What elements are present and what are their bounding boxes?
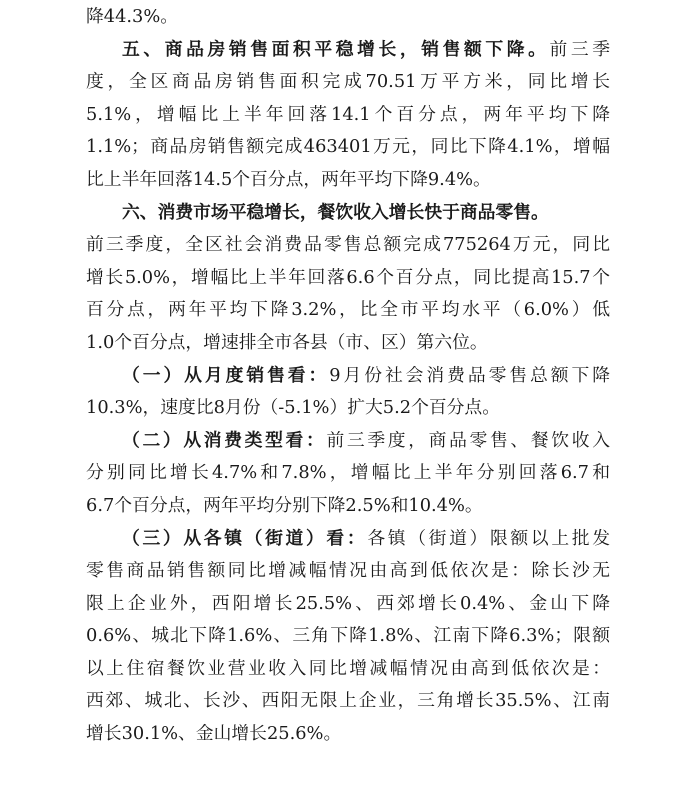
text-line	[86, 360, 610, 393]
subsection-heading-2: （二）从消费类型看：	[122, 429, 327, 451]
text-line	[86, 197, 610, 230]
text-run: 前三季	[549, 38, 610, 60]
subsection-heading-3: （三）从各镇（街道）看：	[122, 527, 368, 549]
text-line: 度，全区商品房销售面积完成70.51万平方米，同比增长	[86, 71, 610, 93]
text-line: 0.6%、城北下降1.6%、三角下降1.8%、江南下降6.3%；限额	[86, 625, 610, 647]
text-line	[86, 34, 610, 67]
text-line: 比上半年回落14.5个百分点，两年平均下降9.4%。	[86, 168, 491, 190]
section-heading-5: 五、商品房销售面积平稳增长，销售额下降。	[122, 38, 550, 60]
text-line: 增长5.0%，增幅比上半年回落6.6个百分点，同比提高15.7个	[86, 266, 610, 288]
text-line: 西郊、城北、长沙、西阳无限上企业，三角增长35.5%、江南	[86, 690, 610, 712]
text-run: 9月份社会消费品零售总额下降	[329, 364, 610, 386]
text-line: 前三季度，全区社会消费品零售总额完成775264万元，同比	[86, 234, 610, 256]
text-line: 1.0个百分点，增速排全市各县（市、区）第六位。	[86, 331, 488, 353]
text-line: 以上住宿餐饮业营业收入同比增减幅情况由高到低依次是：	[86, 657, 610, 679]
text-line: 10.3%，速度比8月份（-5.1%）扩大5.2个百分点。	[86, 397, 500, 419]
text-line: 分别同比增长4.7%和7.8%，增幅比上半年分别回落6.7和	[86, 462, 610, 484]
subsection-heading-1: （一）从月度销售看：	[122, 364, 330, 386]
text-line: 零售商品销售额同比增减幅情况由高到低依次是：除长沙无	[86, 560, 610, 582]
section-heading-6: 六、消费市场平稳增长，餐饮收入增长快于商品零售。	[122, 201, 549, 223]
text-line: 限上企业外，西阳增长25.5%、西郊增长0.4%、金山下降	[86, 592, 610, 614]
text-line: 降44.3%。	[86, 6, 179, 27]
text-line	[86, 425, 610, 458]
text-line: 百分点，两年平均下降3.2%，比全市平均水平（6.0%）低	[86, 299, 610, 321]
text-line: 增长30.1%、金山增长25.6%。	[86, 723, 342, 745]
text-line	[86, 523, 610, 556]
text-run: 前三季度，商品零售、餐饮收入	[326, 429, 610, 451]
text-line: 5.1%，增幅比上半年回落14.1个百分点，两年平均下降	[86, 103, 610, 125]
document-body	[86, 0, 610, 751]
text-line: 6.7个百分点，两年平均分别下降2.5%和10.4%。	[86, 494, 483, 516]
text-line: 1.1%；商品房销售额完成463401万元，同比下降4.1%，增幅	[86, 136, 610, 158]
text-run: 各镇（街道）限额以上批发	[367, 527, 610, 549]
